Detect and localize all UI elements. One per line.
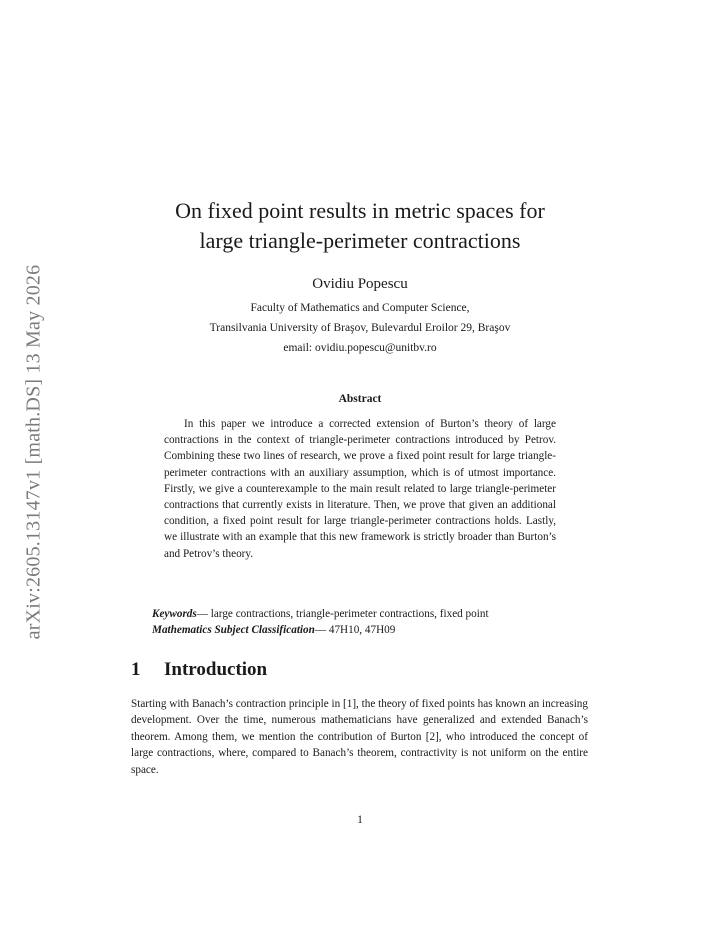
keywords-block	[152, 606, 592, 638]
title-line-1: On fixed point results in metric spaces for	[175, 198, 545, 223]
section-title: Introduction	[164, 659, 268, 680]
introduction-text: Starting with Banach’s contraction principle in [1], the theory of fixed points has known an increasing development. Over the time, numerous mathematicians have generalized and extended Banach’s theorem. Among them, we mention the contribution of Burton [2], who introduced the concept of large contractions, where, compared to Banach’s theorem, contractivity is not uniform on the entire space.	[131, 698, 588, 776]
affiliation-line-1: Faculty of Mathematics and Computer Science,	[250, 302, 470, 314]
msc-line	[152, 622, 592, 638]
msc-text: — 47H10, 47H09	[314, 624, 396, 636]
author-affiliation	[0, 298, 720, 358]
abstract-heading: Abstract	[338, 393, 382, 405]
keywords-label: Keywords	[152, 608, 197, 620]
section-number: 1	[131, 659, 141, 680]
keywords-text: — large contractions, triangle-perimeter contractions, fixed point	[196, 608, 489, 620]
author-name: Ovidiu Popescu	[312, 276, 408, 292]
title-line-2: large triangle-perimeter contractions	[199, 228, 521, 253]
arxiv-stamp: arXiv:2605.13147v1 [math.DS] 13 May 2026	[22, 264, 45, 640]
paper-title	[0, 196, 720, 256]
author-email: email: ovidiu.popescu@unitbv.ro	[283, 342, 437, 354]
keywords-line	[152, 606, 592, 622]
section-heading	[131, 659, 267, 681]
affiliation-line-2: Transilvania University of Braşov, Bulevardul Eroilor 29, Braşov	[209, 322, 511, 334]
abstract-text: In this paper we introduce a corrected extension of Burton’s theory of large contractions in the context of triangle-perimeter contractions introduced by Petrov. Combining these two lines of research, we prove a fixed point result for large triangle-perimeter contractions with an auxiliary assumption, which is of utmost importance. Firstly, we give a counterexample to the main result related to large triangle-perimeter contractions that currently exists in literature. Then, we prove that given an additional condition, a fixed point result for large triangle-perimeter contractions holds. Lastly, we illustrate with an example that this new framework is strictly broader than Burton’s and Petrov’s theory.	[164, 418, 556, 560]
msc-label: Mathematics Subject Classification	[152, 624, 315, 636]
page-number: 1	[357, 814, 363, 826]
